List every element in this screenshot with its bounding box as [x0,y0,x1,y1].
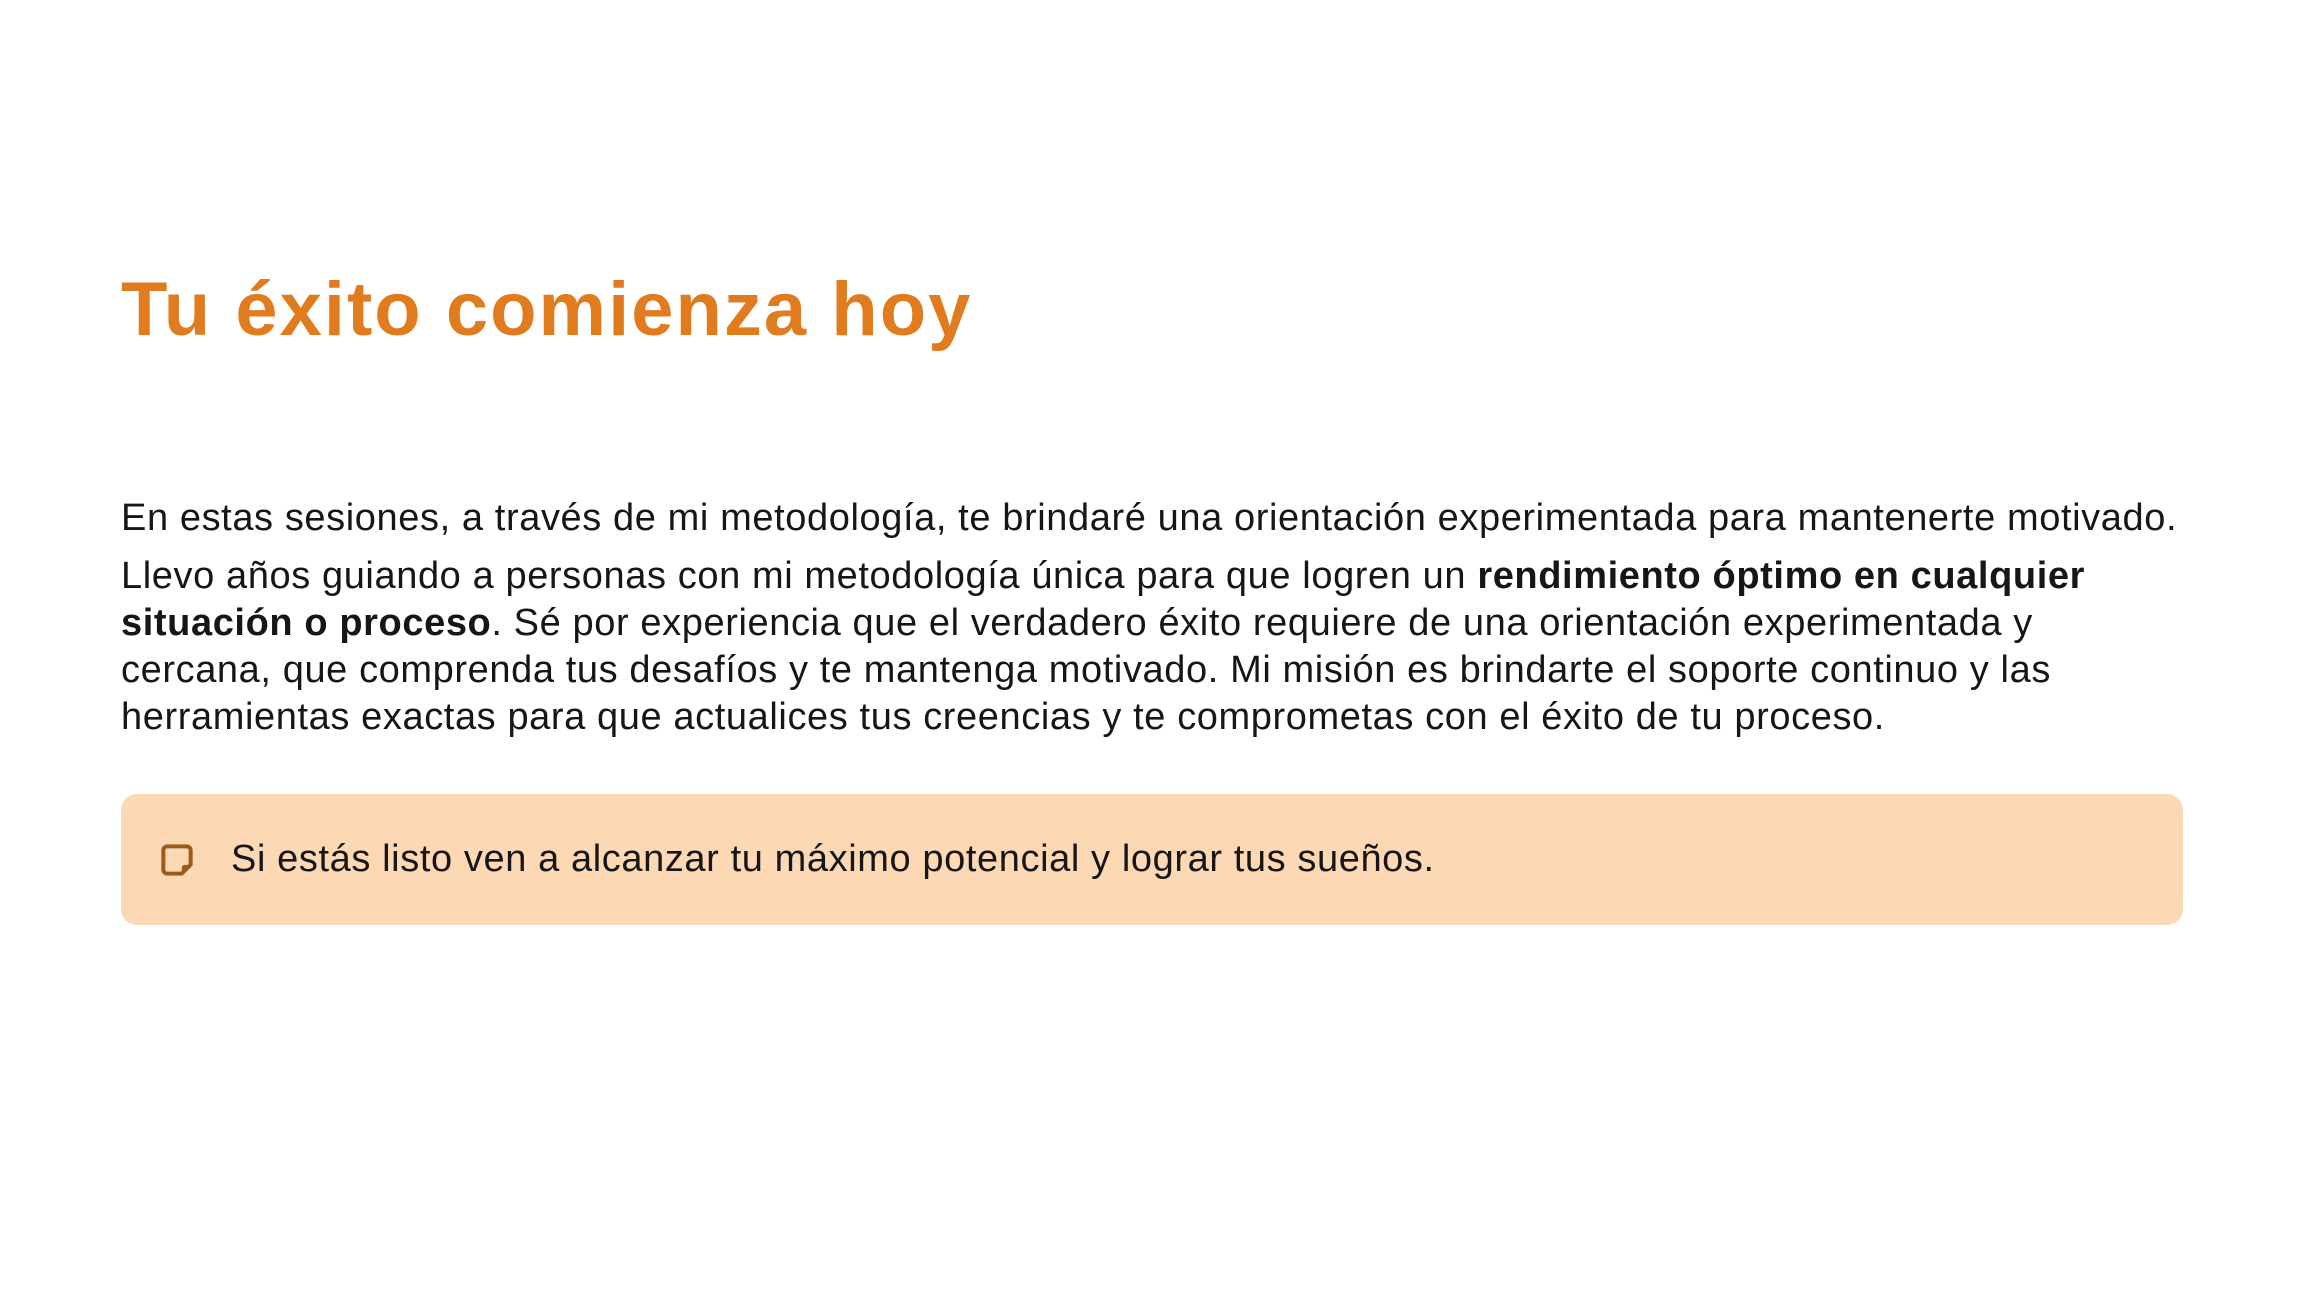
bold-highlight: rendimiento óptimo en cualquier situación o proceso [121,555,2085,645]
page-title: Tu éxito comienza hoy [121,267,973,352]
intro-paragraph: En estas sesiones, a través de mi metodología, te brindaré una orientación experimentada para mantenerte motivado. [121,497,2178,540]
sticky-note-icon [157,840,197,880]
methodology-text-end: . Sé por experiencia que el verdadero éxito requiere de una orientación experimentada y cercana, que comprenda tus desafíos y te mantenga motivado. Mi misión es brindarte el soporte continuo y las herramientas exactas para que actualices tus creencias y te comprometas con el éxito de tu proceso. [121,602,2051,739]
callout [121,794,2183,925]
main-content [121,0,2183,925]
methodology-paragraph [121,553,2183,741]
callout-text: Si estás listo ven a alcanzar tu máximo potencial y lograr tus sueños. [231,838,1435,881]
methodology-text-start: Llevo años guiando a personas con mi metodología única para que logren un [121,555,1478,598]
